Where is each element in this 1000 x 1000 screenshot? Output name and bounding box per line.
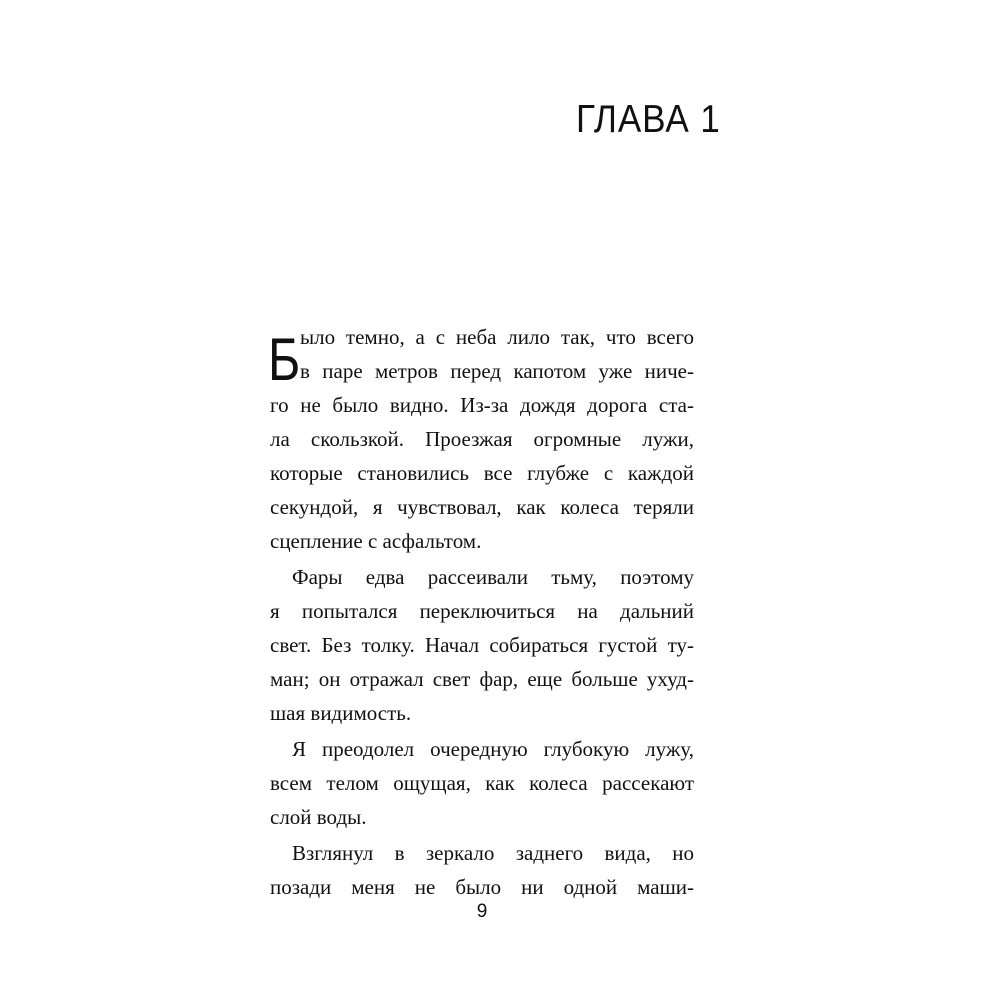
- text-line: позади меня не было ни одной маши-: [270, 875, 694, 899]
- text-line: го не было видно. Из-за дождя дорога ста-: [270, 393, 694, 417]
- drop-cap: Б: [268, 326, 301, 393]
- text-line: свет. Без толку. Начал собираться густой ту-: [270, 633, 694, 657]
- text-line: ман; он отражал свет фар, еще больше ухуд-: [270, 667, 694, 691]
- text-line: шая видимость.: [270, 701, 412, 725]
- chapter-title: ГЛАВА 1: [576, 98, 721, 141]
- text-line: сцепление с асфальтом.: [270, 529, 482, 553]
- text-line: я попытался переключиться на дальний: [270, 599, 694, 623]
- text-line: которые становились все глубже с каждой: [270, 461, 694, 485]
- text-line: секундой, я чувствовал, как колеса теряли: [270, 495, 694, 519]
- text-line: Взглянул в зеркало заднего вида, но: [292, 841, 694, 865]
- text-line: Фары едва рассеивали тьму, поэтому: [292, 565, 694, 589]
- text-line: Я преодолел очередную глубокую лужу,: [292, 737, 694, 761]
- text-line: ла скользкой. Проезжая огромные лужи,: [270, 427, 694, 451]
- page-number: 9: [476, 901, 488, 922]
- text-line: в паре метров перед капотом уже ниче-: [300, 359, 694, 383]
- text-line: ыло темно, а с неба лило так, что всего: [300, 325, 694, 349]
- text-line: всем телом ощущая, как колеса рассекают: [270, 771, 694, 795]
- text-line: слой воды.: [270, 805, 367, 829]
